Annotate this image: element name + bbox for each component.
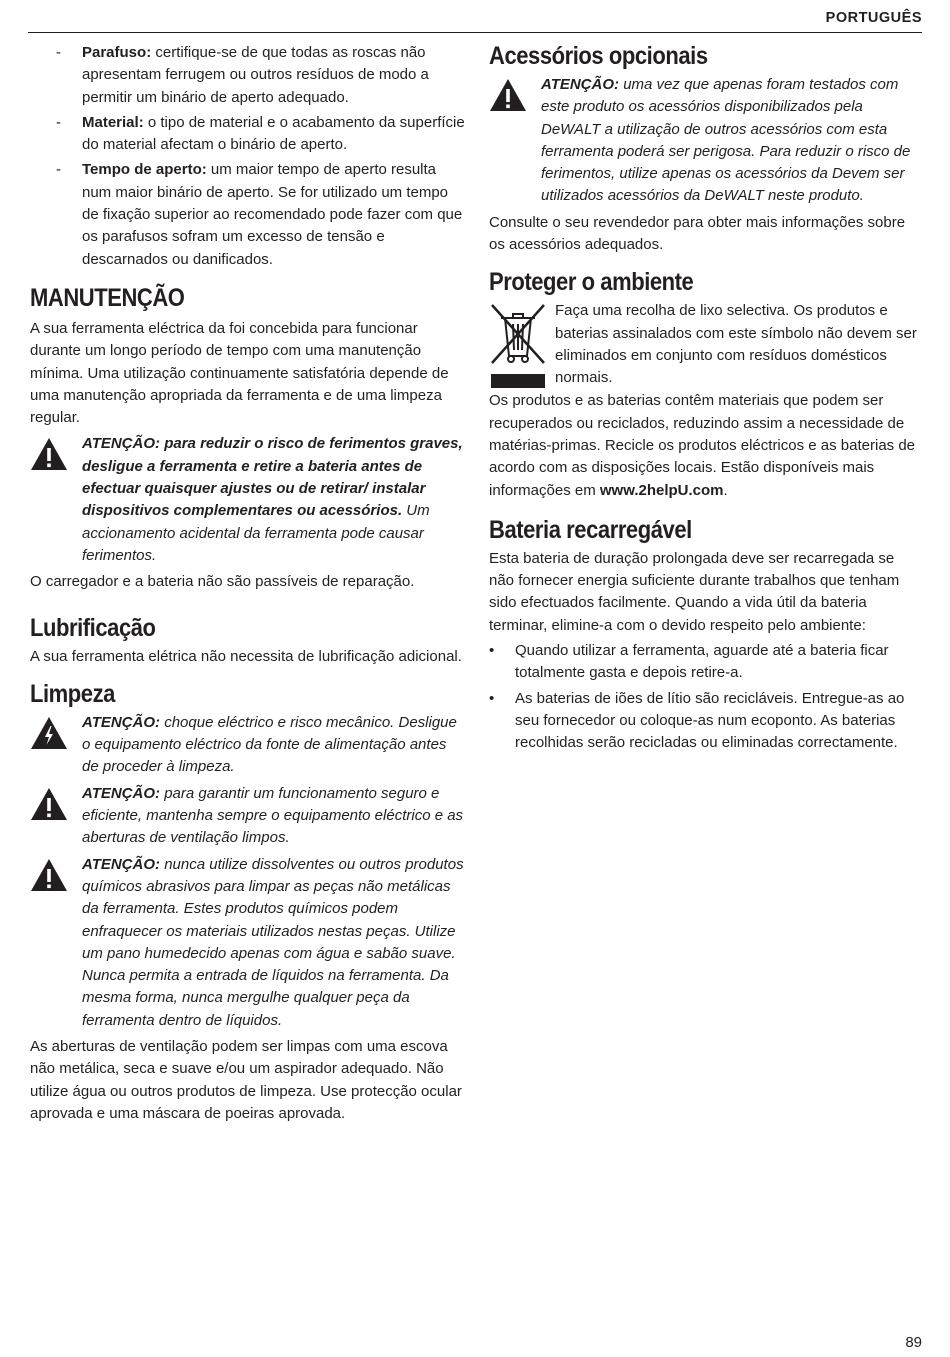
warning-block (30, 854, 466, 1032)
warning-triangle-icon (30, 858, 68, 892)
section-title-acessorios: Acessórios opcionais (489, 42, 708, 70)
warning-block (30, 783, 466, 850)
language-label: PORTUGUÊS (825, 10, 922, 26)
warning-label: ATENÇÃO: (82, 784, 161, 802)
warning-triangle-icon (30, 787, 68, 821)
warning-text: para garantir um funcionamento seguro e eficiente, mantenha sempre o equipamento eléctrico e as aberturas de ventilação limpos. (82, 784, 464, 847)
list-item: - Tempo de aperto: um maior tempo de aperto resulta num maior binário de aperto. Se for utilizado um tempo de fixação superior ao recomendado pode fazer com que os parafusos sofram um excesso de tensão e descarnados ou danificados. (56, 161, 463, 268)
list-text: Quando utilizar a ferramenta, aguarde até a bateria ficar totalmente gasta e depois retire-a. (515, 642, 889, 682)
lubrificacao-text: A sua ferramenta elétrica não necessita de lubrificação adicional. (30, 647, 462, 665)
ambiente-text: Os produtos e as baterias contêm materiais que podem ser recuperados ou reciclados, reduzindo assim a necessidade de matérias-primas. Recicle os produtos eléctricos e as baterias de acordo com as disposições locais. Estão disponíveis mais informações em www.2helpU.com. (489, 392, 916, 499)
list-term: Material: (82, 113, 144, 131)
list-item: - Parafuso: certifique-se de que todas as roscas não apresentam ferrugem ou outros resíduos de modo a permitir um binário de aperto adequado. (56, 44, 429, 106)
section-title-bateria: Bateria recarregável (489, 515, 692, 544)
left-column (30, 42, 466, 1125)
page-number: 89 (905, 1334, 922, 1351)
manutencao-note: O carregador e a bateria não são passíveis de reparação. (30, 573, 415, 591)
section-title-lubrificacao: Lubrificação (30, 613, 156, 642)
manutencao-intro: A sua ferramenta eléctrica da foi concebida para funcionar durante um longo período de tempo com uma manutenção mínima. Uma utilização continuamente satisfatória depende de uma manutenção apropriada da ferramenta e de uma limpeza regular. (30, 319, 449, 427)
crossed-bin-icon (489, 302, 547, 390)
electric-shock-warning-icon (30, 716, 68, 750)
warning-triangle-icon (30, 437, 68, 471)
list-term: Tempo de aperto: (82, 161, 207, 179)
warning-text: choque eléctrico e risco mecânico. Desligue o equipamento eléctrico da fonte de alimentação antes de proceder à limpeza. (82, 713, 457, 776)
bateria-text: Esta bateria de duração prolongada deve ser recarregada se não fornecer energia suficiente durante trabalhos que tenham sido efectuados facilmente. Quando a vida útil da bateria terminar, elimine-a com o devido respeito pelo ambiente: (489, 549, 900, 634)
right-column (489, 42, 921, 758)
warning-label: ATENÇÃO: (82, 855, 161, 873)
limpeza-text: As aberturas de ventilação podem ser limpas com uma escova não metálica, seca e suave e/ou um aspirador adequado. Não utilize água ou outros produtos de limpeza. Use protecção ocular aprovada e uma máscara de poeiras aprovada. (30, 1037, 462, 1122)
section-title-manutencao: MANUTENÇÃO (30, 283, 185, 312)
list-item: • As baterias de iões de lítio são recicláveis. Entregue-as ao seu fornecedor ou coloque-as num ecoponto. As baterias recolhidas serão recicladas ou eliminadas correctamente. (489, 689, 905, 752)
warning-block (30, 433, 466, 567)
acessorios-text: Consulte o seu revendedor para obter mais informações sobre os acessórios adequados. (489, 213, 906, 254)
warning-triangle-icon (489, 78, 527, 112)
list-text: As baterias de iões de lítio são recicláveis. Entregue-as ao seu fornecedor ou coloque-as num ecoponto. As baterias recolhidas serão recicladas ou eliminadas correctamente. (515, 689, 905, 752)
list-term: Parafuso: (82, 44, 152, 61)
warning-label: ATENÇÃO: (82, 435, 161, 453)
warning-block (30, 712, 466, 779)
warning-text: uma vez que apenas foram testados com este produto os acessórios disponibilizados pela DeWALT a utilização de outros acessórios com esta ferramenta poderá ser perigosa. Para reduzir o risco de ferimentos, utilize apenas os acessórios da Devem ser utilizados acessórios da DeWALT neste produto. (541, 76, 911, 205)
list-text: certifique-se de que todas as roscas não apresentam ferrugem ou outros resíduos de modo a permitir um binário de aperto adequado. (82, 44, 429, 106)
warning-text-bold: para reduzir o risco de ferimentos graves, desligue a ferramenta e retire a bateria antes de efectuar quaisquer ajustes ou de retirar/ instalar dispositivos complementares ou acessórios. (82, 435, 463, 520)
list-text: um maior tempo de aperto resulta num maior binário de aperto. Se for utilizado um tempo de fixação superior ao recomendado pode fazer com que os parafusos sofram um excesso de tensão e descarnados ou danificados. (82, 161, 463, 268)
warning-label: ATENÇÃO: (541, 76, 620, 93)
warning-label: ATENÇÃO: (82, 713, 161, 731)
page-header (28, 8, 922, 33)
list-item: - Material: o tipo de material e o acabamento da superfície do material afectam o binário de aperto. (56, 113, 465, 154)
website-link[interactable]: www.2helpU.com (599, 481, 724, 499)
list-text: o tipo de material e o acabamento da superfície do material afectam o binário de aperto. (82, 113, 465, 154)
warning-text: nunca utilize dissolventes ou outros produtos químicos abrasivos para limpar as peças não metálicas da ferramenta. Estes produtos químicos podem enfraquecer os materiais utilizados nestas peças. Utilize um pano humedecido apenas com água e sabão suave. Nunca permita a entrada de líquidos na ferramenta. Da mesma forma, nunca mergulhe qualquer peça da ferramenta dentro de líquidos. (82, 855, 464, 1029)
warning-text: Um accionamento acidental da ferramenta pode causar ferimentos. (82, 502, 430, 564)
weee-block (489, 300, 921, 390)
section-title-ambiente: Proteger o ambiente (489, 268, 694, 297)
warning-block (489, 74, 921, 208)
weee-text: Faça uma recolha de lixo selectiva. Os produtos e baterias assinalados com este símbolo não devem ser eliminados em conjunto com resíduos domésticos normais. (555, 302, 917, 387)
section-title-limpeza: Limpeza (30, 679, 115, 708)
list-item: • Quando utilizar a ferramenta, aguarde até a bateria ficar totalmente gasta e depois retire-a. (489, 642, 889, 682)
